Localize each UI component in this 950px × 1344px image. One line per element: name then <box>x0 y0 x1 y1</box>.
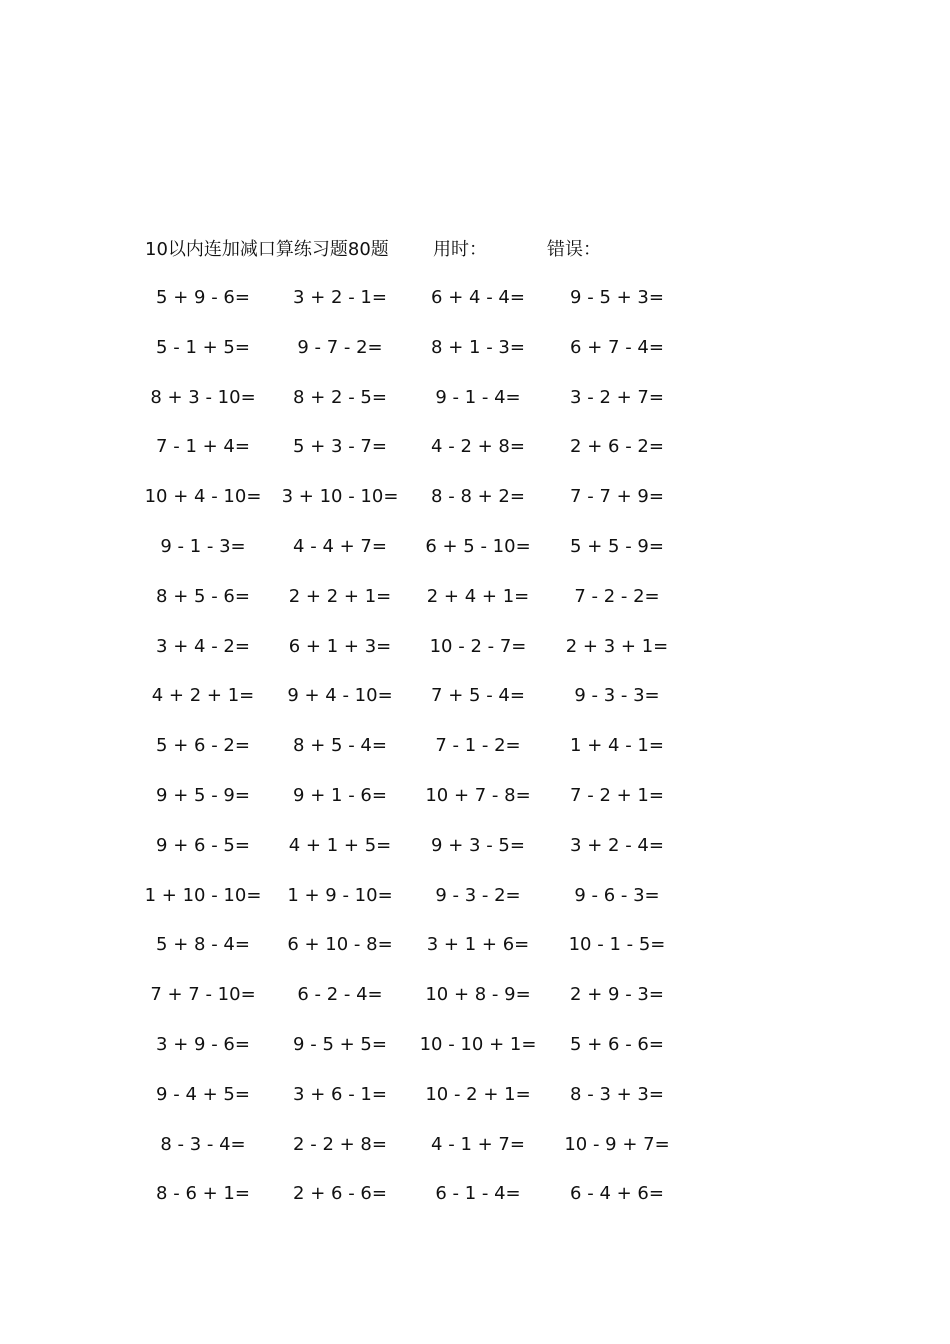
problem-item: 6 + 1 + 3= <box>288 635 392 657</box>
problem-item: 4 + 1 + 5= <box>288 834 392 856</box>
problem-item: 6 - 2 - 4= <box>297 984 383 1006</box>
problem-item: 4 - 4 + 7= <box>293 535 387 557</box>
problem-item: 8 + 2 - 5= <box>293 386 387 408</box>
problem-item: 8 - 6 + 1= <box>156 1183 250 1205</box>
problem-item: 4 - 2 + 8= <box>431 436 525 458</box>
problem-item: 9 - 1 - 4= <box>435 386 521 408</box>
problem-item: 3 + 2 - 4= <box>570 834 664 856</box>
problem-item: 10 - 10 + 1= <box>419 1033 537 1055</box>
problem-item: 9 - 7 - 2= <box>297 336 383 358</box>
problem-item: 3 + 1 + 6= <box>426 934 530 956</box>
problem-item: 4 - 1 + 7= <box>431 1133 525 1155</box>
problem-item: 9 - 1 - 3= <box>160 535 246 557</box>
problem-row <box>0 334 950 384</box>
problem-item: 8 + 3 - 10= <box>150 386 256 408</box>
problem-item: 10 + 4 - 10= <box>144 486 262 508</box>
problem-item: 5 + 8 - 4= <box>156 934 250 956</box>
problem-item: 3 + 10 - 10= <box>281 486 399 508</box>
problem-item: 5 + 6 - 2= <box>156 735 250 757</box>
problem-item: 7 - 1 + 4= <box>156 436 250 458</box>
problem-row <box>0 284 950 334</box>
problem-item: 6 - 1 - 4= <box>435 1183 521 1205</box>
problem-row <box>0 1031 950 1081</box>
time-used-label: 用时： <box>433 239 487 260</box>
problem-item: 1 + 9 - 10= <box>287 884 393 906</box>
problem-item: 4 + 2 + 1= <box>151 685 255 707</box>
problem-item: 3 + 4 - 2= <box>156 635 250 657</box>
problem-item: 2 + 6 - 2= <box>570 436 664 458</box>
problem-item: 3 + 9 - 6= <box>156 1033 250 1055</box>
problem-item: 5 + 9 - 6= <box>156 287 250 308</box>
problem-item: 3 + 2 - 1= <box>293 287 387 308</box>
problem-item: 5 + 6 - 6= <box>570 1033 664 1055</box>
problem-item: 9 - 4 + 5= <box>156 1083 250 1105</box>
problem-item: 3 + 6 - 1= <box>293 1083 387 1105</box>
problem-row <box>0 583 950 633</box>
problem-item: 1 + 10 - 10= <box>144 884 262 906</box>
problem-item: 8 + 5 - 6= <box>156 585 250 607</box>
problem-row <box>0 882 950 932</box>
problem-item: 9 - 5 + 5= <box>293 1033 387 1055</box>
problem-item: 10 - 1 - 5= <box>568 934 666 956</box>
problem-item: 8 + 1 - 3= <box>431 336 525 358</box>
problem-row <box>0 782 950 832</box>
problem-item: 9 - 3 - 2= <box>435 884 521 906</box>
problem-row <box>0 732 950 782</box>
problem-row <box>0 981 950 1031</box>
problem-item: 9 + 1 - 6= <box>293 784 387 806</box>
problem-item: 2 + 2 + 1= <box>288 585 392 607</box>
problem-item: 7 - 7 + 9= <box>570 486 664 508</box>
problem-item: 8 - 3 + 3= <box>570 1083 664 1105</box>
problem-item: 7 - 1 - 2= <box>435 735 521 757</box>
problem-item: 3 - 2 + 7= <box>570 386 664 408</box>
problem-item: 6 + 4 - 4= <box>431 287 525 308</box>
problem-item: 9 - 5 + 3= <box>570 287 664 308</box>
problem-item: 5 + 5 - 9= <box>570 535 664 557</box>
problem-row <box>0 433 950 483</box>
problem-item: 10 + 8 - 9= <box>425 984 531 1006</box>
problem-item: 9 - 3 - 3= <box>574 685 660 707</box>
problem-item: 9 + 3 - 5= <box>431 834 525 856</box>
problem-item: 6 + 10 - 8= <box>287 934 393 956</box>
problem-item: 7 + 5 - 4= <box>431 685 525 707</box>
problem-item: 9 + 4 - 10= <box>287 685 393 707</box>
problem-item: 6 - 4 + 6= <box>570 1183 664 1205</box>
problem-item: 1 + 4 - 1= <box>570 735 664 757</box>
problem-item: 2 + 9 - 3= <box>570 984 664 1006</box>
problem-item: 10 - 9 + 7= <box>564 1133 670 1155</box>
problem-item: 9 - 6 - 3= <box>574 884 660 906</box>
problem-item: 10 - 2 + 1= <box>425 1083 531 1105</box>
problem-row <box>0 384 950 434</box>
problem-item: 10 - 2 - 7= <box>429 635 527 657</box>
problem-row <box>0 1131 950 1181</box>
problem-item: 6 + 5 - 10= <box>425 535 531 557</box>
problem-item: 7 - 2 - 2= <box>574 585 660 607</box>
problem-item: 8 + 5 - 4= <box>293 735 387 757</box>
worksheet-title: 10以内连加减口算练习题80题 <box>145 239 389 260</box>
problem-item: 8 - 8 + 2= <box>431 486 525 508</box>
problem-item: 9 + 5 - 9= <box>156 784 250 806</box>
errors-label: 错误： <box>547 239 601 260</box>
problem-item: 10 + 7 - 8= <box>425 784 531 806</box>
problem-item: 7 + 7 - 10= <box>150 984 256 1006</box>
problem-item: 9 + 6 - 5= <box>156 834 250 856</box>
problem-item: 8 - 3 - 4= <box>160 1133 246 1155</box>
problem-item: 2 + 6 - 6= <box>293 1183 387 1205</box>
problem-item: 2 + 4 + 1= <box>426 585 530 607</box>
problem-item: 5 + 3 - 7= <box>293 436 387 458</box>
problem-row <box>0 931 950 981</box>
problem-item: 5 - 1 + 5= <box>156 336 250 358</box>
problem-grid <box>0 284 950 1230</box>
problem-item: 7 - 2 + 1= <box>570 784 664 806</box>
problem-row <box>0 832 950 882</box>
problem-row <box>0 1081 950 1131</box>
problem-row <box>0 533 950 583</box>
problem-row <box>0 633 950 683</box>
problem-item: 2 + 3 + 1= <box>565 635 669 657</box>
problem-row <box>0 483 950 533</box>
problem-row <box>0 1180 950 1230</box>
problem-item: 2 - 2 + 8= <box>293 1133 387 1155</box>
problem-row <box>0 682 950 732</box>
problem-item: 6 + 7 - 4= <box>570 336 664 358</box>
